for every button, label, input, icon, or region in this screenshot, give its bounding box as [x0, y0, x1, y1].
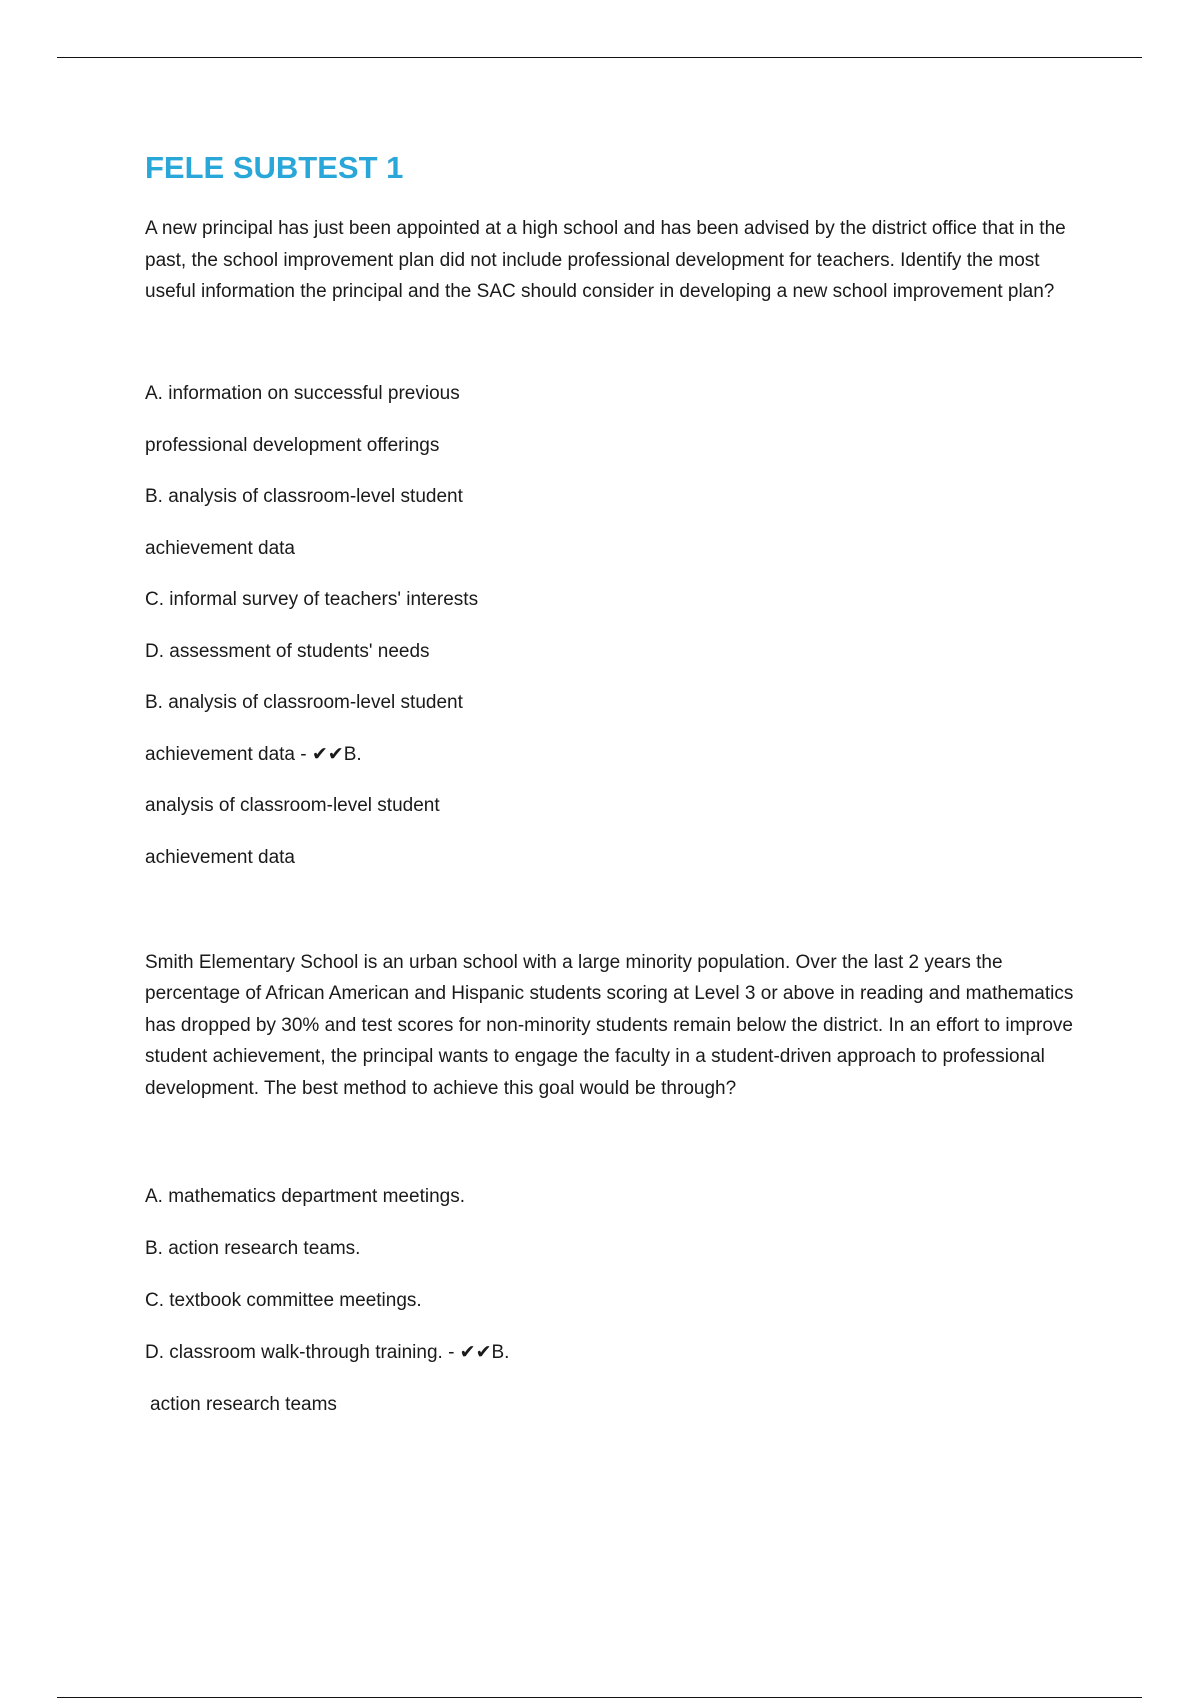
question-2-text: Smith Elementary School is an urban school with a large minority population. Over the last 2 years the percentage of African American and Hispanic students scoring at Level 3 or above in reading and mathematics has dropped by 30% and test scores for non-minority students remain below the district. In an effort to improve student achievement, the principal wants to engage the faculty in a student-driven approach to professional development. The best method to achieve this goal would be through?	[145, 951, 1074, 1099]
answer-line: analysis of classroom-level student	[145, 794, 440, 816]
answer-line: achievement data - ✔✔B.	[145, 743, 362, 765]
answer-line: D. classroom walk-through training. - ✔✔B.	[145, 1342, 510, 1363]
answer-line: action research teams	[150, 1394, 337, 1415]
option-line: achievement data	[145, 537, 295, 559]
option-line: C. informal survey of teachers' interests	[145, 588, 479, 610]
question-2-options	[145, 1184, 1095, 1417]
document-title: FELE SUBTEST 1	[145, 150, 404, 185]
top-rule	[57, 57, 1142, 58]
bottom-rule	[57, 1697, 1142, 1698]
answer-line: achievement data	[145, 846, 295, 868]
option-line: D. assessment of students' needs	[145, 640, 430, 662]
option-line: A. mathematics department meetings.	[145, 1186, 465, 1207]
option-line: B. analysis of classroom-level student	[145, 485, 463, 507]
option-line: C. textbook committee meetings.	[145, 1290, 422, 1311]
option-line: B. action research teams.	[145, 1238, 361, 1259]
option-line: professional development offerings	[145, 434, 440, 456]
question-1-text: A new principal has just been appointed at a high school and has been advised by the district office that in the past, the school improvement plan did not include professional development for teachers. Identify the most useful information the principal and the SAC should consider in developing a new school improvement plan?	[145, 218, 1066, 302]
option-line: B. analysis of classroom-level student	[145, 691, 463, 713]
document-body	[145, 140, 1095, 1444]
option-line: A. information on successful previous	[145, 382, 460, 404]
question-1-options	[145, 381, 1095, 870]
